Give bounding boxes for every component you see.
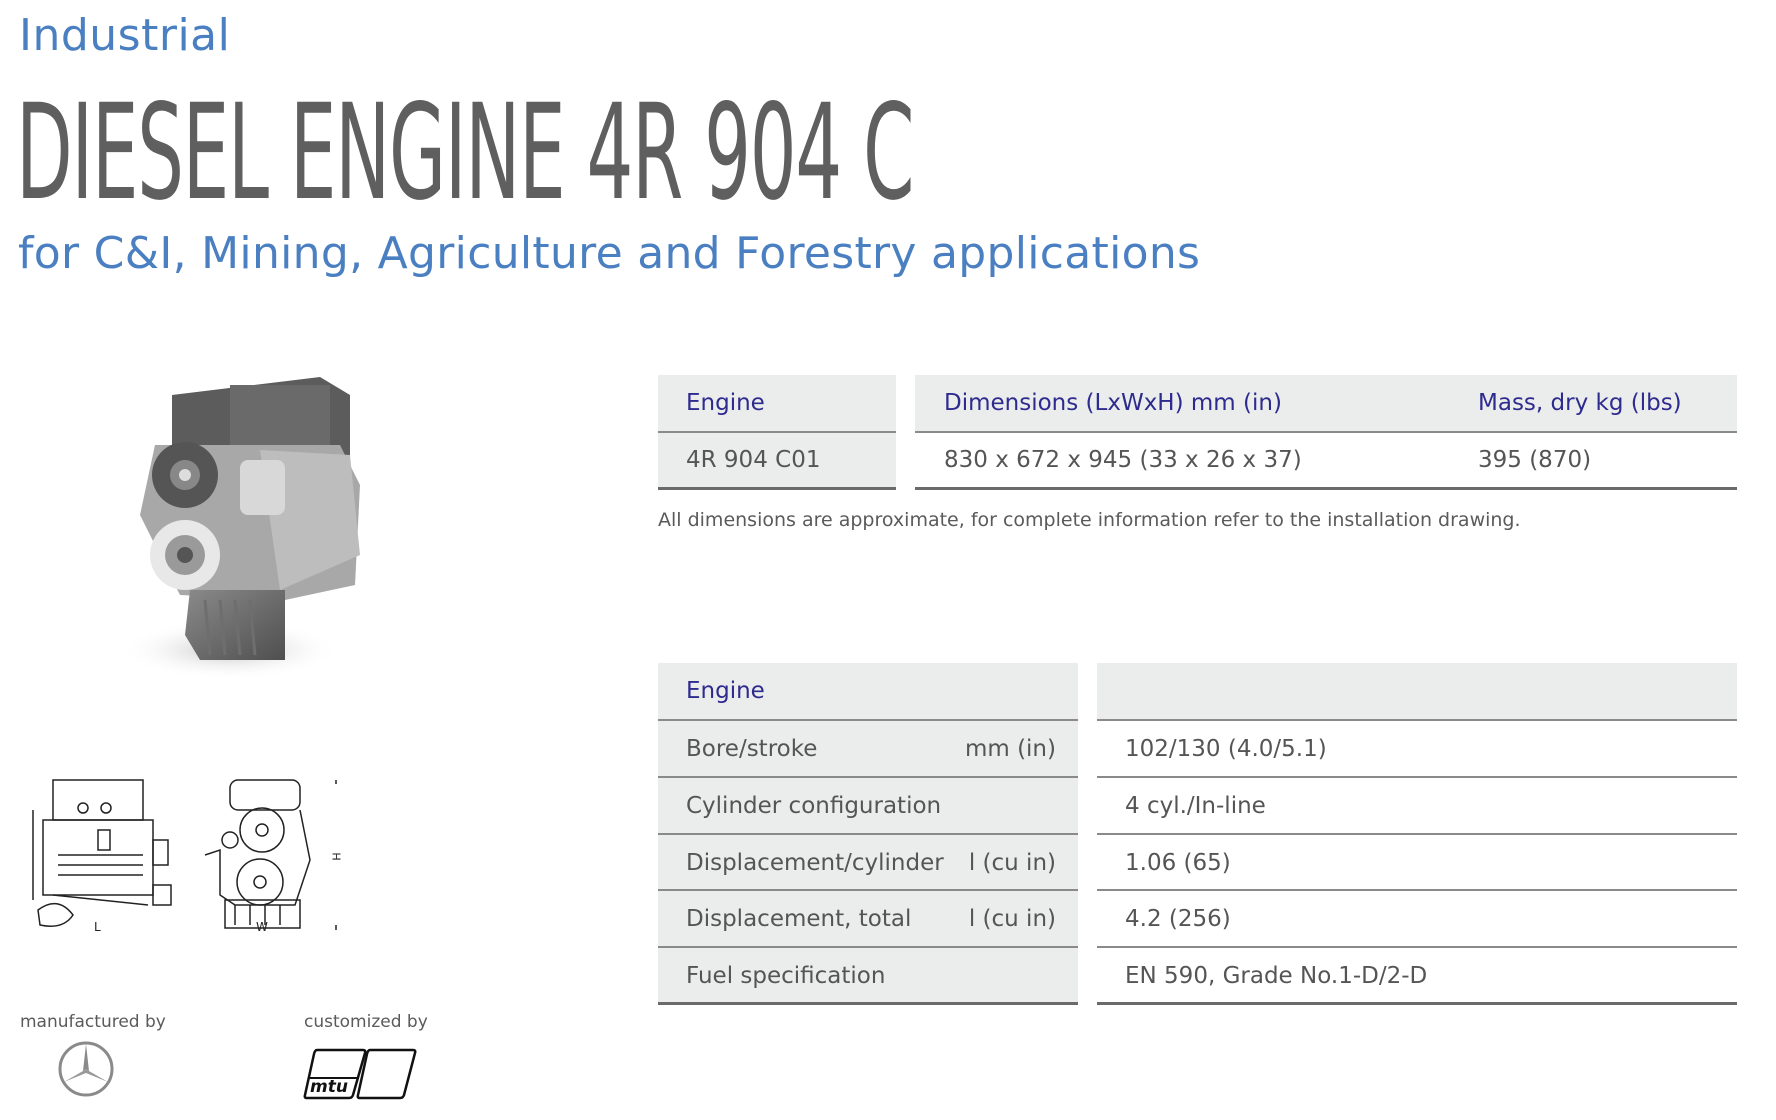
- divider: [658, 719, 1078, 721]
- front-view-drawing: [200, 770, 350, 940]
- table-row: [658, 948, 1078, 1003]
- customized-by-label: customized by: [304, 1012, 428, 1032]
- width-label: W: [256, 920, 268, 934]
- divider: [1097, 889, 1737, 891]
- divider: [658, 946, 1078, 948]
- specs-header-left: [658, 663, 1078, 720]
- divider: [915, 487, 1737, 490]
- divider: [1097, 833, 1737, 835]
- mercedes-logo: [57, 1040, 115, 1098]
- spec-unit: mm (in): [964, 736, 1056, 762]
- spec-value: 4 cyl./In-line: [1125, 793, 1266, 819]
- table-row: [658, 778, 1078, 834]
- mtu-text: mtu: [310, 1077, 348, 1097]
- engine-side-drawing-icon: [28, 770, 178, 940]
- page-title: DIESEL ENGINE 4R 904 C: [16, 76, 914, 230]
- spec-value: 102/130 (4.0/5.1): [1125, 736, 1327, 762]
- height-label: H: [329, 852, 343, 861]
- divider: [1097, 776, 1737, 778]
- spec-value: 4.2 (256): [1125, 906, 1231, 932]
- divider: [1097, 946, 1737, 948]
- specs-header-engine: Engine: [686, 678, 765, 704]
- table-row-mass-cell: [1478, 433, 1728, 487]
- manufactured-by-label: manufactured by: [20, 1012, 166, 1032]
- page-subtitle: for C&I, Mining, Agriculture and Forestry applications: [18, 228, 1201, 279]
- dimensions-value: 830 x 672 x 945 (33 x 26 x 37): [944, 447, 1302, 473]
- spec-label: Cylinder configuration: [686, 793, 942, 819]
- length-label: L: [94, 920, 101, 934]
- table-row-engine-cell: [658, 433, 896, 487]
- divider: [1097, 719, 1737, 721]
- spec-label: Displacement, total: [686, 906, 912, 932]
- divider: [658, 776, 1078, 778]
- table-row-value: [1097, 721, 1737, 777]
- category-label: Industrial: [19, 10, 231, 61]
- mtu-logo: [303, 1048, 418, 1100]
- spec-label: Bore/stroke: [686, 736, 818, 762]
- table-row: [658, 891, 1078, 947]
- column-header-engine: Engine: [686, 390, 765, 416]
- table-row-dimensions-cell: [915, 433, 1475, 487]
- divider: [658, 889, 1078, 891]
- mass-value: 395 (870): [1478, 447, 1592, 473]
- engine-photo: [110, 365, 390, 685]
- dim-header-mass-cell: [1478, 375, 1728, 432]
- dimensions-note: All dimensions are approximate, for complete information refer to the installation drawing.: [658, 509, 1521, 531]
- table-row: [658, 835, 1078, 891]
- dim-header-engine-cell: [658, 375, 896, 432]
- spec-unit: l (cu in): [968, 850, 1056, 876]
- table-row: [658, 721, 1078, 777]
- spec-value: EN 590, Grade No.1-D/2-D: [1125, 963, 1428, 989]
- divider: [658, 487, 896, 490]
- column-header-dimensions: Dimensions (LxWxH) mm (in): [944, 390, 1282, 416]
- engine-image-icon: [110, 365, 390, 685]
- table-row-value: [1097, 948, 1737, 1003]
- column-header-mass: Mass, dry kg (lbs): [1478, 390, 1682, 416]
- engine-front-drawing-icon: [200, 770, 350, 940]
- spec-label: Displacement/cylinder: [686, 850, 944, 876]
- specs-header-right: [1097, 663, 1737, 720]
- mercedes-star-icon: [57, 1040, 115, 1098]
- spec-value: 1.06 (65): [1125, 850, 1231, 876]
- divider: [658, 1002, 1078, 1005]
- table-row-value: [1097, 891, 1737, 947]
- spec-unit: l (cu in): [968, 906, 1056, 932]
- table-row-value: [1097, 778, 1737, 834]
- side-view-drawing: [28, 770, 178, 940]
- table-row-value: [1097, 835, 1737, 891]
- engine-model-value: 4R 904 C01: [686, 447, 821, 473]
- divider: [658, 833, 1078, 835]
- spec-label: Fuel specification: [686, 963, 886, 989]
- divider: [1097, 1002, 1737, 1005]
